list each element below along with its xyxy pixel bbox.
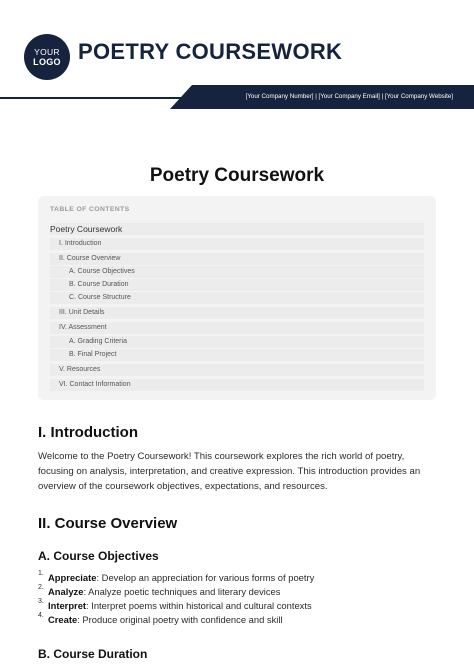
course-overview-heading: II. Course Overview xyxy=(38,515,178,532)
toc-item-unit-details[interactable]: III. Unit Details xyxy=(50,307,424,319)
document-title: Poetry Coursework xyxy=(149,165,325,186)
toc-item-final-project[interactable]: B. Final Project xyxy=(50,349,424,361)
toc-item-introduction[interactable]: I. Introduction xyxy=(50,238,424,250)
objectives-list xyxy=(38,572,438,628)
objective-term: Analyze xyxy=(48,586,84,597)
objective-text: : Produce original poetry with confidence and skill xyxy=(77,614,283,625)
introduction-heading: I. Introduction xyxy=(38,424,138,441)
toc-item-assessment[interactable]: IV. Assessment xyxy=(50,322,424,334)
list-number: 2. xyxy=(38,584,44,591)
toc-item-course-overview[interactable]: II. Course Overview xyxy=(50,253,424,265)
toc-heading: TABLE OF CONTENTS xyxy=(50,206,130,213)
list-item xyxy=(38,572,438,586)
objective-text: : Interpret poems within historical and cultural contexts xyxy=(86,600,312,611)
objective-term: Appreciate xyxy=(48,572,97,583)
list-item xyxy=(38,586,438,600)
header-divider xyxy=(0,97,200,99)
toc-item-course-objectives[interactable]: A. Course Objectives xyxy=(50,266,424,278)
contact-info: [Your Company Number] | [Your Company Email] | [Your Company Website] xyxy=(245,93,453,100)
list-number: 3. xyxy=(38,598,44,605)
brand-title: POETRY COURSEWORK xyxy=(78,39,343,64)
list-number: 4. xyxy=(38,612,44,619)
list-number: 1. xyxy=(38,570,44,577)
toc-item-grading-criteria[interactable]: A. Grading Criteria xyxy=(50,336,424,348)
objective-text: : Develop an appreciation for various forms of poetry xyxy=(96,572,315,583)
list-item xyxy=(38,600,438,614)
toc-item-resources[interactable]: V. Resources xyxy=(50,364,424,376)
toc-item-course-duration[interactable]: B. Course Duration xyxy=(50,279,424,291)
objective-term: Create xyxy=(48,614,78,625)
logo-line-1: YOUR xyxy=(34,47,60,57)
introduction-paragraph: Welcome to the Poetry Coursework! This coursework explores the rich world of poetry, focusing on analysis, interpretation, and creative expression. This introduction provides an overview of the coursework objectives, expectations, and resources. xyxy=(38,451,421,492)
logo-line-2: LOGO xyxy=(33,57,61,67)
course-duration-heading: B. Course Duration xyxy=(38,647,148,661)
objective-term: Interpret xyxy=(48,600,87,611)
toc-item-course-structure[interactable]: C. Course Structure xyxy=(50,292,424,304)
list-item xyxy=(38,614,438,628)
toc-root-item[interactable]: Poetry Coursework xyxy=(50,223,424,235)
company-logo xyxy=(24,34,70,80)
table-of-contents xyxy=(38,196,436,400)
toc-item-contact-information[interactable]: VI. Contact Information xyxy=(50,379,424,391)
course-objectives-heading: A. Course Objectives xyxy=(38,549,159,563)
objective-text: : Analyze poetic techniques and literary devices xyxy=(83,586,281,597)
